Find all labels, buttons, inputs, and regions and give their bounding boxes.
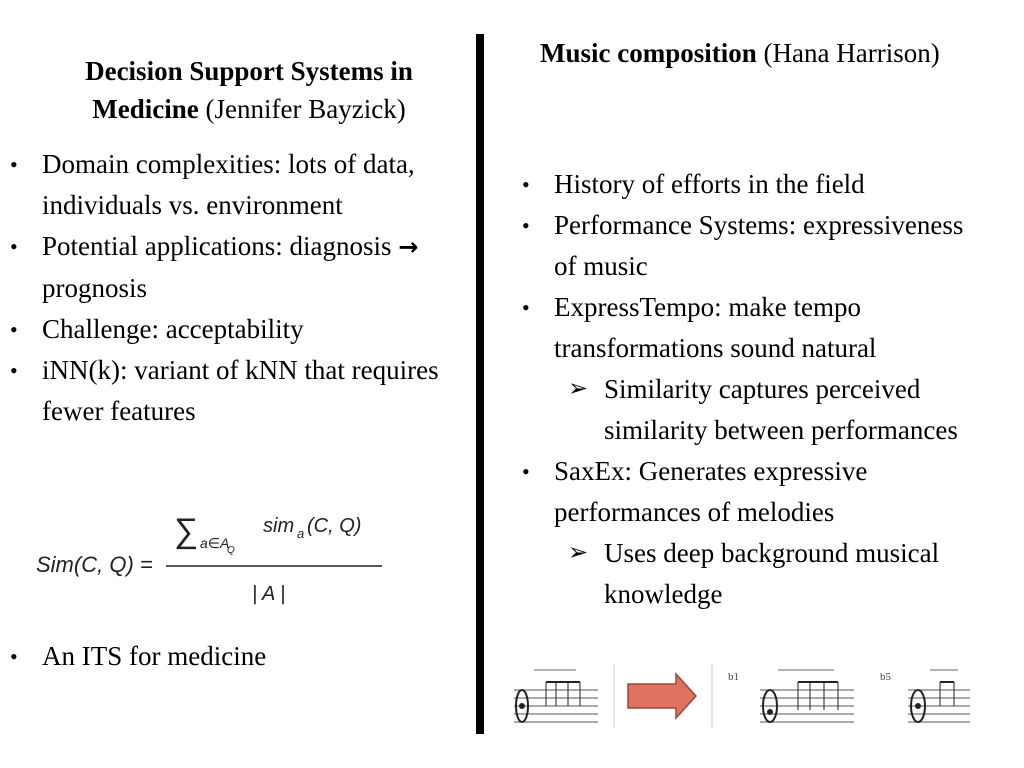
bullet-marker: • <box>522 172 530 197</box>
bullet-marker: • <box>10 152 18 177</box>
list-item <box>0 350 470 432</box>
list-item <box>512 451 992 615</box>
transformation-arrow-icon <box>628 674 696 718</box>
sub-bullet-text: Uses deep background musical knowledge <box>604 538 940 609</box>
formula-summand: sim <box>263 515 295 537</box>
right-title-bold: Music composition <box>540 38 757 68</box>
left-title-author: (Jennifer Bayzick) <box>205 94 406 124</box>
list-item <box>0 226 470 309</box>
formula-sum-index: a∈A <box>200 535 230 551</box>
music-transformation-figure <box>506 662 976 730</box>
right-bullets <box>512 164 992 615</box>
bullet-text: Potential applications: diagnosis <box>42 231 392 261</box>
right-title <box>540 34 940 72</box>
bullet-marker: • <box>522 295 530 320</box>
right-title-author: (Hana Harrison) <box>763 38 940 68</box>
bullet-marker: • <box>522 459 530 484</box>
music-score-transformed-1 <box>728 670 854 722</box>
column-divider <box>476 34 484 734</box>
left-bullets <box>0 144 470 432</box>
left-title <box>34 52 464 128</box>
list-item <box>0 309 470 350</box>
bullet-marker: • <box>10 317 18 342</box>
bullet-text: An ITS for medicine <box>42 641 267 671</box>
list-item <box>512 205 992 287</box>
formula-lhs: Sim(C, Q) = <box>36 552 153 577</box>
formula-sum-sub: Q <box>227 545 235 556</box>
formula-summand-args: (C, Q) <box>307 515 362 537</box>
right-column <box>540 34 940 72</box>
list-item <box>0 636 470 677</box>
bullet-text: Domain complexities: lots of data, individuals vs. environment <box>42 149 415 220</box>
formula-summand-sub: a <box>297 526 305 541</box>
left-title-bold: Decision Support Systems in Medicine <box>85 56 413 124</box>
music-score-original <box>514 670 598 722</box>
bullet-marker: • <box>10 234 18 259</box>
sub-list-item <box>554 533 992 615</box>
bullet-text: History of efforts in the field <box>554 169 865 199</box>
music-score-transformed-2 <box>880 670 970 722</box>
list-item <box>0 144 470 226</box>
list-item <box>512 287 992 451</box>
score-label: b1 <box>728 671 739 683</box>
arrow-right-icon: → <box>398 233 419 261</box>
bullet-text: iNN(k): variant of kNN that requires fewer features <box>42 355 439 426</box>
formula-denominator: | A | <box>252 583 286 605</box>
list-item <box>512 164 992 205</box>
arrowhead-bullet-icon: ➢ <box>568 376 589 402</box>
bullet-text: Performance Systems: expressiveness of music <box>554 210 964 281</box>
sub-list-item <box>554 369 992 451</box>
formula-sigma: ∑ <box>174 512 199 550</box>
bullet-text: Challenge: acceptability <box>42 314 304 344</box>
bullet-marker: • <box>10 358 18 383</box>
score-label: b5 <box>880 671 891 683</box>
arrowhead-bullet-icon: ➢ <box>568 540 589 566</box>
left-column <box>34 52 464 128</box>
similarity-formula <box>34 500 394 610</box>
left-last-bullet <box>0 636 470 677</box>
bullet-text: ExpressTempo: make tempo transformations sound natural <box>554 292 877 363</box>
bullet-marker: • <box>522 213 530 238</box>
bullet-marker: • <box>10 644 18 669</box>
sub-bullet-text: Similarity captures perceived similarity between performances <box>604 374 958 445</box>
bullet-text: SaxEx: Generates expressive performances of melodies <box>554 456 868 527</box>
bullet-text-prognosis: prognosis <box>42 273 148 303</box>
